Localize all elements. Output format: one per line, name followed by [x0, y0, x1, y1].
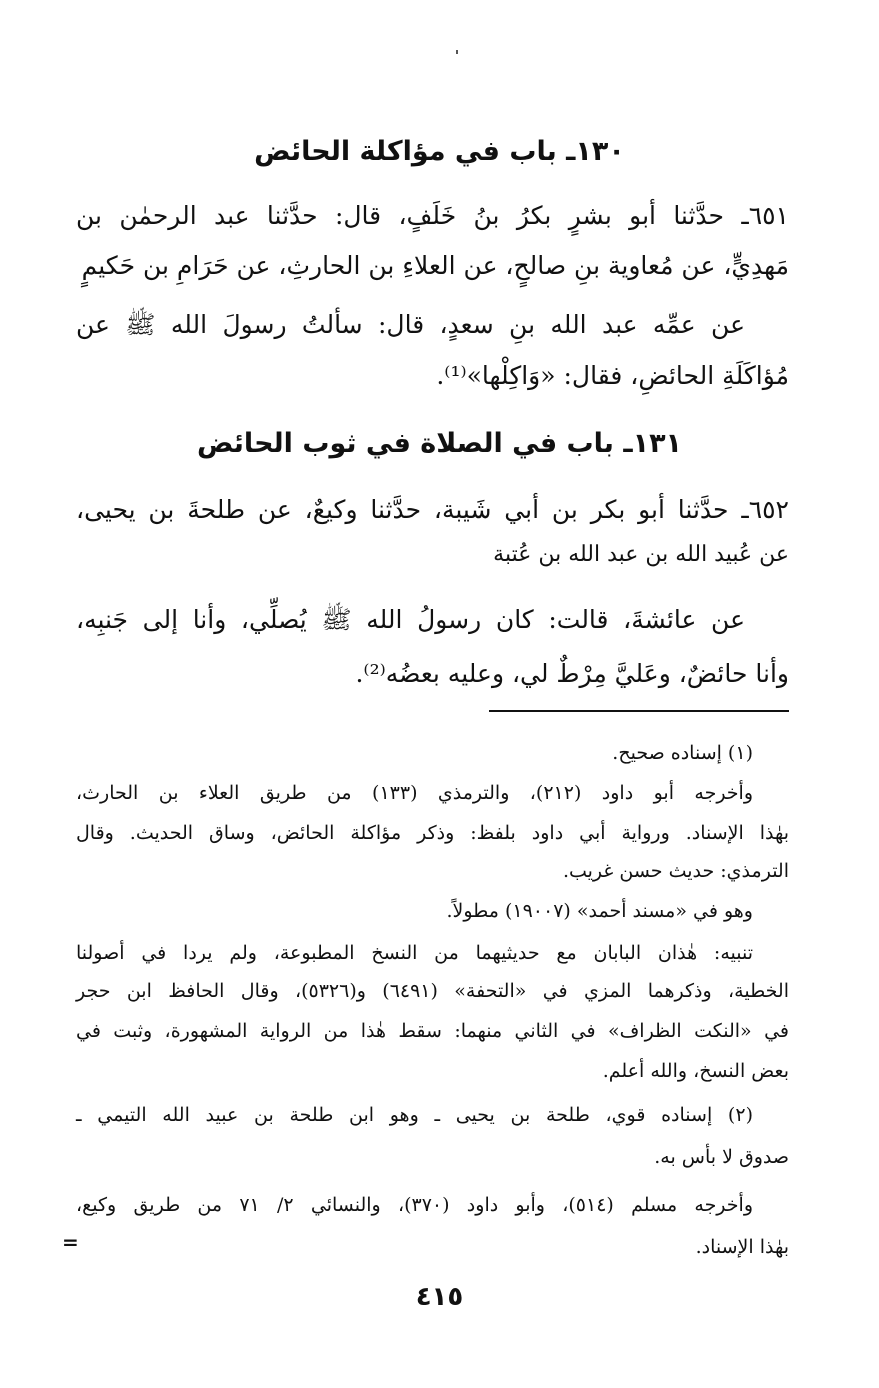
- footnote-1-note-line-1: تنبيه: هٰذان البابان مع حديثيهما من النسخ المطبوعة، ولم يردا في أصولنا: [76, 942, 753, 964]
- footnote-1-note-line-4: بعض النسخ، والله أعلم.: [602, 1060, 789, 1082]
- footnote-2-line-4: بهٰذا الإسناد.: [695, 1236, 789, 1258]
- hadith-652-line-2: عن عُبيد الله بن عبد الله بن عُتبة: [493, 542, 789, 567]
- footnote-1-note-line-2: الخطية، وذكرهما المزي في «التحفة» (٦٤٩١) و(٥٣٢٦)، وقال الحافظ ابن حجر: [76, 980, 789, 1002]
- hadith-652-line-4: وأنا حائضٌ، وعَليَّ مِرْطٌ لي، وعليه بعضُه⁽²⁾.: [355, 659, 789, 688]
- footnote-1-line-2: وأخرجه أبو داود (٢١٢)، والترمذي (١٣٣) من طريق العلاء بن الحارث،: [76, 782, 753, 804]
- chapter-130-heading: ١٣٠ـ باب في مؤاكلة الحائض: [254, 136, 625, 167]
- footnote-1-note-line-3: في «النكت الظراف» في الثاني منهما: سقط هٰذا من الرواية المشهورة، وثبت في: [76, 1020, 789, 1042]
- hadith-652-line-3: عن عائشةَ، قالت: كان رسولُ الله ﷺ يُصلِّي، وأنا إلى جَنبِه،: [76, 605, 745, 634]
- hadith-651-line-2: مَهدِيٍّ، عن مُعاوية بنِ صالحٍ، عن العلاءِ بن الحارثِ، عن حَرَامِ بن حَكيمٍ: [81, 251, 789, 280]
- hadith-651-line-3: عن عمِّه عبد الله بنِ سعدٍ، قال: سألتُ رسولَ الله ﷺ عن: [76, 310, 745, 339]
- footnote-1-line-3: بهٰذا الإسناد. ورواية أبي داود بلفظ: وذكر مؤاكلة الحائض، وساق الحديث. وقال: [76, 822, 789, 844]
- footnote-1-line-5: وهو في «مسند أحمد» (١٩٠٠٧) مطولاً.: [446, 900, 753, 922]
- footnote-2-line-3: وأخرجه مسلم (٥١٤)، وأبو داود (٣٧٠)، والنسائي ٢/ ٧١ من طريق وكيع،: [76, 1194, 753, 1216]
- footnote-1-line-1: (١) إسناده صحيح.: [612, 742, 753, 764]
- hadith-652-line-1: ٦٥٢ـ حدَّثنا أبو بكر بن أبي شَيبة، حدَّثنا وكيعٌ، عن طلحةَ بن يحيى،: [76, 495, 789, 524]
- continuation-mark: =: [62, 1230, 79, 1254]
- hadith-651-line-1: ٦٥١ـ حدَّثنا أبو بشرٍ بكرُ بنُ خَلَفٍ، قال: حدَّثنا عبد الرحمٰن بن: [76, 201, 789, 230]
- footnote-1-line-4: الترمذي: حديث حسن غريب.: [562, 860, 789, 882]
- chapter-131-heading: ١٣١ـ باب في الصلاة في ثوب الحائض: [196, 428, 683, 459]
- footnote-2-line-1: (٢) إسناده قوي، طلحة بن يحيى ـ وهو ابن طلحة بن عبيد الله التيمي ـ: [76, 1104, 753, 1126]
- page-number: ٤١٥: [415, 1282, 464, 1312]
- footnote-separator: [489, 710, 789, 712]
- footnote-2-line-2: صدوق لا بأس به.: [654, 1146, 789, 1168]
- hadith-651-line-4: مُؤاكَلَةِ الحائضِ، فقال: «وَاكِلْها»⁽¹⁾.: [436, 361, 789, 390]
- speck-mark: [456, 50, 458, 54]
